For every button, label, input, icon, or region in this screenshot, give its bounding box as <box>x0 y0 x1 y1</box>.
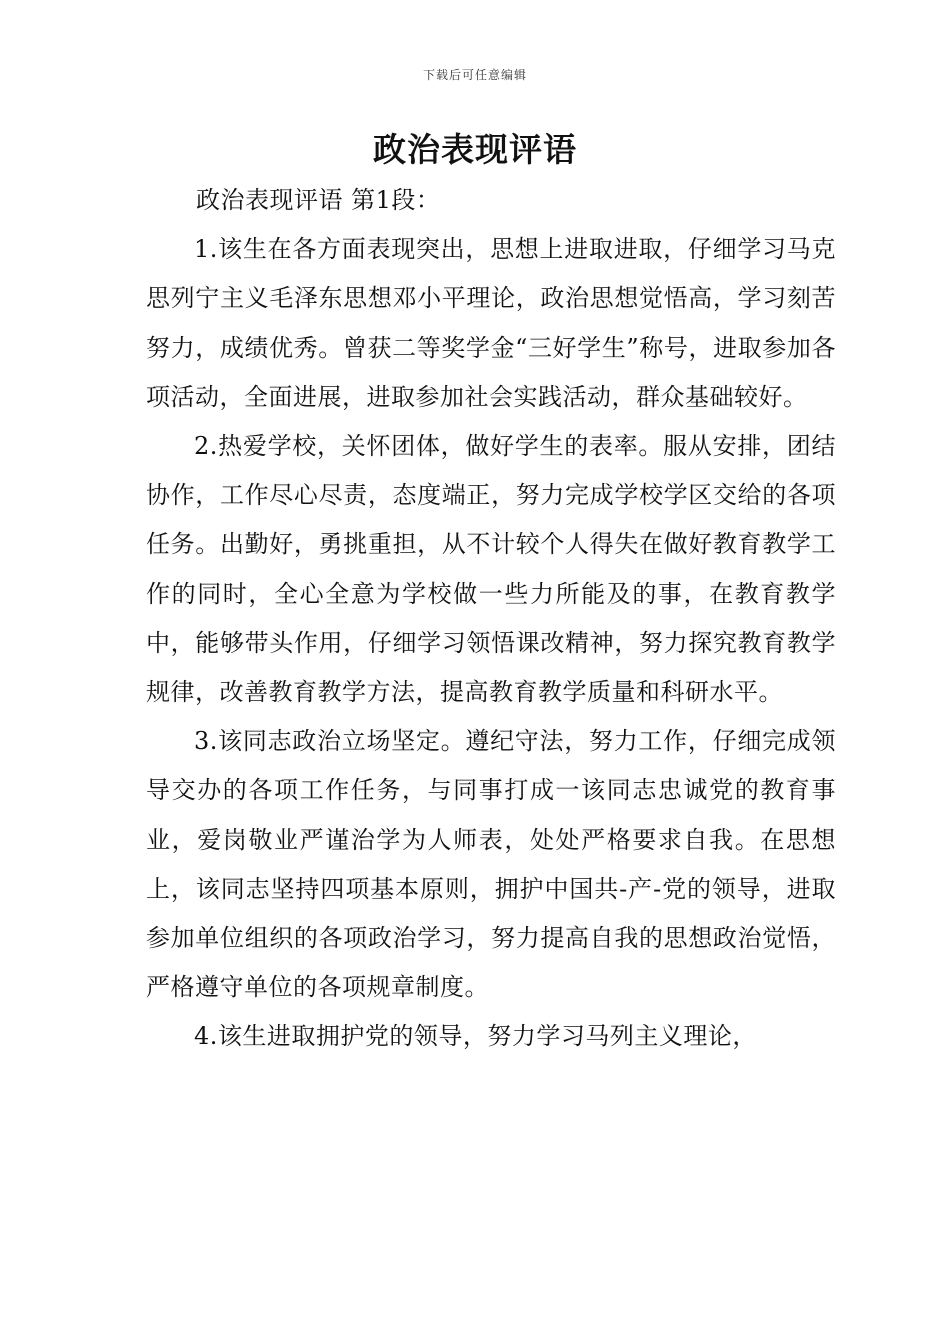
paragraph-3: 3.该同志政治立场坚定。遵纪守法，努力工作，仔细完成领导交办的各项工作任务，与同事打成一该同志忠诚党的教育事业，爱岗敬业严谨治学为人师表，处处严格要求自我。在思想上，该同志坚持四项基本原则，拥护中国共-产-党的领导，进取参加单位组织的各项政治学习，努力提高自我的思想政治觉悟，严格遵守单位的各项规章制度。 <box>146 727 836 1002</box>
document-body <box>146 176 836 1062</box>
page-title: 政治表现评语 <box>373 130 577 169</box>
paragraph-2: 2.热爱学校，关怀团体，做好学生的表率。服从安排，团结协作，工作尽心尽责，态度端正，努力完成学校学区交给的各项任务。出勤好，勇挑重担，从不计较个人得失在做好教育教学工作的同时，全心全意为学校做一些力所能及的事，在教育教学中，能够带头作用，仔细学习领悟课改精神，努力探究教育教学规律，改善教育教学方法，提高教育教学质量和科研水平。 <box>146 432 836 707</box>
paragraph-4: 4.该生进取拥护党的领导，努力学习马列主义理论， <box>194 1022 757 1051</box>
header-note: 下载后可任意编辑 <box>422 68 527 82</box>
section-heading: 政治表现评语 第1段： <box>196 186 441 214</box>
paragraph-1: 1.该生在各方面表现突出，思想上进取进取，仔细学习马克思列宁主义毛泽东思想邓小平理论，政治思想觉悟高，学习刻苦努力，成绩优秀。曾获二等奖学金“三好学生”称号，进取参加各项活动，全面进展，进取参加社会实践活动，群众基础较好。 <box>146 235 836 411</box>
